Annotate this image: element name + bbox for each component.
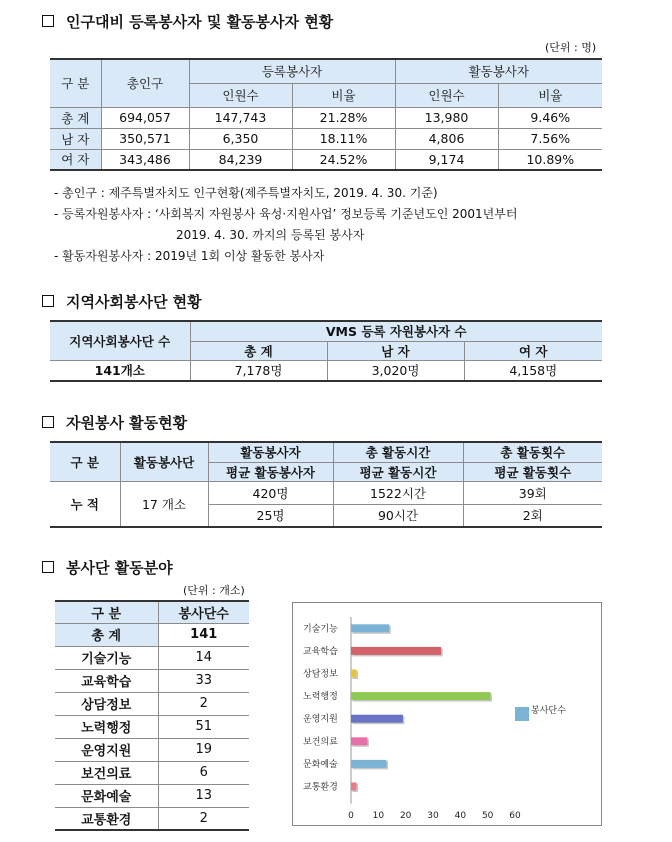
y-tick-label: 운영지원: [303, 714, 338, 725]
table-row: [50, 481, 602, 504]
table-row: [55, 623, 249, 646]
row-label: 누 적: [50, 481, 120, 527]
row-label: 총 계: [50, 107, 101, 128]
bar-교육학습: [351, 647, 441, 655]
table-row: [55, 807, 249, 830]
cell: 33: [158, 669, 249, 692]
bar-상담정보: [351, 670, 356, 678]
x-tick-label: 0: [348, 810, 354, 821]
row-label: 상담정보: [55, 692, 158, 715]
row-label: 보건의료: [55, 761, 158, 784]
cell: 13,980: [395, 107, 498, 128]
header-active: 활동봉사자: [395, 59, 602, 83]
community-group-table: [50, 320, 602, 382]
section-1-title: 인구대비 등록봉사자 및 활동봉사자 현황: [42, 11, 333, 32]
header-reg-ratio: 비율: [292, 83, 395, 107]
cell: 694,057: [101, 107, 189, 128]
row-label: 기술기능: [55, 646, 158, 669]
section-4-title: 봉사단 활동분야: [42, 557, 173, 578]
bar-기술기능: [351, 624, 389, 632]
checkbox-square-icon: [42, 561, 54, 573]
section-1-unit: (단위 : 명): [545, 41, 597, 54]
row-label: 여 자: [50, 149, 101, 170]
activity-field-table: [55, 600, 249, 831]
checkbox-square-icon: [42, 15, 54, 27]
y-tick-label: 노력행정: [303, 692, 338, 703]
row-label: 남 자: [50, 128, 101, 149]
cell: 2회: [463, 504, 602, 527]
header-groups: 활동봉사단: [120, 442, 208, 481]
cell: 14: [158, 646, 249, 669]
section-2-title: 지역사회봉사단 현황: [42, 291, 202, 312]
cell: 19: [158, 738, 249, 761]
cell: 4,806: [395, 128, 498, 149]
header-vms: VMS 등록 자원봉사자 수: [190, 321, 602, 341]
header-registered: 등록봉사자: [189, 59, 395, 83]
cell: 51: [158, 715, 249, 738]
checkbox-square-icon: [42, 295, 54, 307]
header-volunteers: 활동봉사자: [208, 442, 333, 462]
header-hours: 총 활동시간: [333, 442, 463, 462]
bar-chart: [293, 603, 601, 825]
cell: 147,743: [189, 107, 292, 128]
cell: 84,239: [189, 149, 292, 170]
bar-교통환경: [351, 783, 356, 791]
header-avg-times: 평균 활동횟수: [463, 462, 602, 481]
note-line: - 등록자원봉사자 : ‘사회복지 자원봉사 육성·지원사업’ 정보등록 기준년도인 2001년부터: [54, 207, 518, 221]
cell: 3,020명: [327, 360, 464, 381]
header-vms-total: 총 계: [190, 341, 327, 360]
row-label: 교육학습: [55, 669, 158, 692]
row-label: 노력행정: [55, 715, 158, 738]
note-line: 2019. 4. 30. 까지의 등록된 봉사자: [176, 228, 365, 242]
section-4-unit: (단위 : 개소): [183, 584, 245, 597]
cell: 17 개소: [120, 481, 208, 527]
y-tick-label: 상담정보: [303, 669, 338, 680]
header-total-pop: 총인구: [101, 59, 189, 107]
cell: 21.28%: [292, 107, 395, 128]
activity-field-chart: [292, 602, 602, 826]
cell: 7,178명: [190, 360, 327, 381]
header-reg-count: 인원수: [189, 83, 292, 107]
bar-운영지원: [351, 715, 403, 723]
activity-status-table: [50, 441, 602, 528]
section-3-title: 자원봉사 활동현황: [42, 412, 187, 433]
y-tick-label: 교통환경: [303, 782, 338, 793]
header-times: 총 활동횟수: [463, 442, 602, 462]
header-act-count: 인원수: [395, 83, 498, 107]
bar-노력행정: [351, 692, 490, 700]
y-tick-label: 보건의료: [303, 737, 338, 748]
y-tick-label: 기술기능: [303, 624, 338, 635]
cell: 25명: [208, 504, 333, 527]
cell: 9.46%: [498, 107, 602, 128]
table-row: [55, 692, 249, 715]
x-tick-label: 10: [372, 810, 385, 821]
cell: 343,486: [101, 149, 189, 170]
cell: 4,158명: [464, 360, 602, 381]
cell: 420명: [208, 481, 333, 504]
table-row: [50, 149, 602, 170]
header-vms-male: 남 자: [327, 341, 464, 360]
cell: 141: [158, 623, 249, 646]
note-line: - 활동자원봉사자 : 2019년 1회 이상 활동한 봉사자: [54, 249, 325, 263]
legend-swatch: [515, 707, 529, 721]
table-row: [50, 360, 602, 381]
row-label: 운영지원: [55, 738, 158, 761]
cell: 7.56%: [498, 128, 602, 149]
table-row: [55, 669, 249, 692]
row-label: 총 계: [55, 623, 158, 646]
x-tick-label: 40: [454, 810, 467, 821]
cell: 350,571: [101, 128, 189, 149]
x-tick-label: 20: [399, 810, 412, 821]
cell: 6,350: [189, 128, 292, 149]
cell: 13: [158, 784, 249, 807]
header-gubun: 구 분: [50, 59, 101, 107]
checkbox-square-icon: [42, 416, 54, 428]
legend-label: 봉사단수: [531, 706, 566, 716]
header-avg-hours: 평균 활동시간: [333, 462, 463, 481]
cell: 9,174: [395, 149, 498, 170]
y-tick-label: 교육학습: [303, 646, 338, 657]
cell: 90시간: [333, 504, 463, 527]
table-row: [55, 738, 249, 761]
x-tick-label: 60: [509, 810, 521, 821]
header-gubun: 구 분: [50, 442, 120, 481]
table-row: [50, 107, 602, 128]
table-row: [50, 128, 602, 149]
bar-보건의료: [351, 737, 367, 745]
header-avg-volunteers: 평균 활동봉사자: [208, 462, 333, 481]
cell: 39회: [463, 481, 602, 504]
cell: 18.11%: [292, 128, 395, 149]
cell: 24.52%: [292, 149, 395, 170]
note-line: - 총인구 : 제주특별자치도 인구현황(제주특별자치도, 2019. 4. 30. 기준): [54, 186, 438, 200]
cell: 6: [158, 761, 249, 784]
header-gubun: 구 분: [55, 601, 158, 623]
row-label: 교통환경: [55, 807, 158, 830]
y-tick-label: 문화예술: [303, 759, 338, 770]
header-act-ratio: 비율: [498, 83, 602, 107]
table-row: [55, 646, 249, 669]
cell: 2: [158, 807, 249, 830]
table-row: [55, 715, 249, 738]
section-1-notes: [54, 183, 517, 267]
bar-문화예술: [351, 760, 387, 768]
table-row: [55, 761, 249, 784]
population-volunteer-table: [50, 58, 602, 171]
cell: 2: [158, 692, 249, 715]
table-row: [55, 784, 249, 807]
x-tick-label: 30: [427, 810, 439, 821]
cell: 10.89%: [498, 149, 602, 170]
row-label: 문화예술: [55, 784, 158, 807]
x-tick-label: 50: [481, 810, 494, 821]
header-group-count: 지역사회봉사단 수: [50, 321, 190, 360]
header-vms-female: 여 자: [464, 341, 602, 360]
cell: 1522시간: [333, 481, 463, 504]
cell: 141개소: [50, 360, 190, 381]
header-count: 봉사단수: [158, 601, 249, 623]
